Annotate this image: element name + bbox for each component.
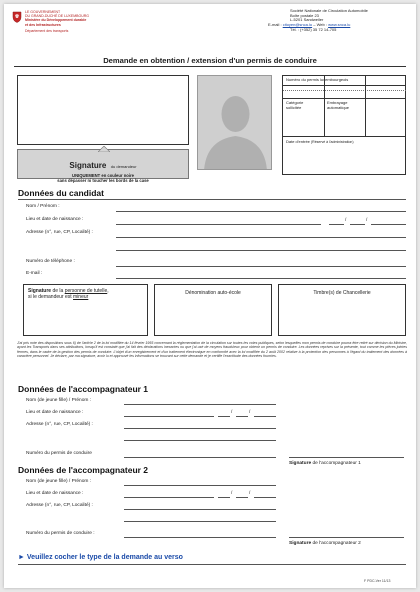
web-link[interactable]: www.snca.lu [328, 21, 351, 27]
gov-line-2: DU GRAND-DUCHÉ DE LUXEMBOURG [25, 14, 89, 19]
category-label [286, 101, 303, 110]
entry-date-label [286, 140, 354, 145]
gov-line-5: Département des transports [25, 28, 69, 33]
candidat-address-field-1[interactable] [116, 237, 406, 238]
accomp1-address-label: Adresse (n°, rue, CP, Localité) : [26, 422, 93, 427]
chancellery-stamp-label: Timbre(s) de Chancellerie [313, 290, 371, 296]
signature-title: Signature [69, 161, 107, 170]
accomp2-address-label: Adresse (n°, rue, CP, Localité) : [26, 503, 93, 508]
accomp2-signature-label [289, 541, 361, 546]
date-separator: / [231, 491, 233, 496]
embrayage-label-text: Embrayage [327, 100, 348, 105]
category-label-text: Catégorie [286, 100, 304, 105]
date-separator: / [249, 410, 251, 415]
snca-contact: E-mail : citoyen@snca.lu – Web : www.snca.lu [268, 21, 351, 27]
accomp1-birth-month-field[interactable] [236, 416, 248, 417]
signature-title-suffix: du demandeur [110, 164, 137, 169]
candidat-birth-place-field[interactable] [116, 224, 321, 225]
admin-rule-1 [283, 85, 406, 86]
entry-date-text: Date d'entrée [286, 139, 310, 144]
guardian-sig-mineur: mineur [73, 294, 89, 300]
accomp2-address-field-1[interactable] [124, 509, 276, 510]
person-silhouette-icon [198, 76, 272, 170]
accomp2-name-field[interactable] [124, 485, 276, 486]
form-reference: F PDC-Ver 11/13 [364, 579, 391, 583]
accomp1-sig-bold: Signature [289, 461, 312, 466]
chancellery-stamp-box[interactable] [278, 284, 406, 336]
accomp2-sig-rest: de l'accompagnateur 2 [312, 541, 361, 546]
accomp1-sig-rest: de l'accompagnateur 1 [312, 461, 361, 466]
snca-city: L-5201 Sandweiler [290, 17, 324, 23]
government-header [25, 10, 105, 33]
embrayage-label [327, 101, 349, 110]
candidat-address-label: Adresse (n°, rue, CP, Localité) : [26, 230, 93, 235]
signature-instruction-1: UNIQUEMENT en couleur noire [72, 173, 134, 178]
driving-school-label: Dénomination auto-école [185, 290, 241, 296]
guardian-signature-box[interactable] [23, 284, 148, 336]
candidat-email-field[interactable] [116, 278, 406, 279]
candidat-birth-label: Lieu et date de naissance : [26, 217, 84, 222]
email-link[interactable]: citoyen@snca.lu [282, 21, 313, 27]
title-rule [14, 66, 406, 67]
accomp1-birth-label: Lieu et date de naissance : [26, 410, 84, 415]
snca-tel: Tél. : (+352) 35 72 14-705 [290, 26, 337, 32]
candidat-birth-year-field[interactable] [371, 224, 406, 225]
accomp2-sig-bold: Signature [289, 541, 312, 546]
candidat-section-title: Données du candidat [18, 188, 104, 198]
signature-box[interactable] [17, 75, 189, 145]
accomp2-section-title: Données de l'accompagnateur 2 [18, 465, 149, 475]
accomp2-signature-field[interactable] [289, 537, 404, 538]
guardian-sig-si: si le demandeur est [28, 294, 72, 300]
accomp1-address-field-2[interactable] [124, 440, 276, 441]
candidat-name-label: Nom / Prénom : [26, 204, 60, 209]
accomp1-permit-label: Numéro du permis de conduire [26, 451, 92, 456]
accomp1-name-field[interactable] [124, 404, 276, 405]
accomp2-address-field-2[interactable] [124, 521, 276, 522]
candidat-name-field[interactable] [116, 211, 406, 212]
candidat-phone-label: Numéro de téléphone : [26, 259, 75, 264]
form-page [4, 4, 416, 588]
admin-rule-dotted [283, 90, 406, 91]
footer-rule [18, 564, 406, 565]
candidat-birth-month-field[interactable] [350, 224, 365, 225]
candidat-birth-day-field[interactable] [329, 224, 344, 225]
candidat-email-label: E-mail : [26, 271, 43, 276]
admin-vrule-1 [324, 76, 325, 98]
candidat-phone-field[interactable] [116, 266, 406, 267]
accomp2-birth-day-field[interactable] [218, 497, 230, 498]
accomp2-birth-label: Lieu et date de naissance : [26, 491, 84, 496]
coat-of-arms-icon [12, 10, 22, 22]
admin-rule-2 [283, 98, 406, 99]
guardian-signature-label [28, 288, 146, 300]
accomp1-signature-field[interactable] [289, 457, 404, 458]
driving-school-box[interactable] [154, 284, 272, 336]
email-label: E-mail : [268, 21, 282, 27]
guardian-sig-de: de la [52, 288, 64, 294]
admin-vrule-2 [365, 76, 366, 98]
accomp1-section-title: Données de l'accompagnateur 1 [18, 384, 149, 394]
accomp1-birth-place-field[interactable] [124, 416, 214, 417]
date-separator: / [366, 218, 368, 223]
verso-note [18, 554, 183, 561]
guardian-sig-tutelle: personne de tutelle [64, 288, 108, 294]
legal-declaration: J'ai pris note des dispositions sous 6) de l'article 2 de la loi modifiée du 14 février 1955 concernant la réglementation de la circulation sur toutes les voies publiques, selon lesquelles mon permis de conduire pourra être retiré sur décision du Ministre, ayant les Transports dans ses attributions, lorsqu'il est constaté que j'ai fait des déclarations inexactes ou que j'ai usé de moyens frauduleux pour obtenir un permis de conduire. Les données reprises sur la présente, tout comme les pièces jointes fermes, dans le cadre de la gestion des permis de conduire. L'objet d'un enregistrement et d'un traitement électronique en conformité avec la loi modifiée du 2 août 2002 relative à la protection des personnes à l'égard du traitement des données à caractère personnel. Je déclare, par ma signature, avoir lu et approuvé les informations se trouvant sur cette demande et je certifie l'exactitude des données fournies. [17, 341, 407, 358]
date-separator: / [249, 491, 251, 496]
embrayage-sub-text: automatique [327, 104, 350, 110]
accomp2-birth-month-field[interactable] [236, 497, 248, 498]
photo-placeholder[interactable] [197, 75, 272, 170]
accomp2-permit-field[interactable] [124, 537, 276, 538]
form-title: Demande en obtention / extension d'un permis de conduire [103, 56, 317, 65]
admin-box [282, 75, 406, 175]
candidat-address-field-2[interactable] [116, 250, 406, 251]
accomp1-birth-year-field[interactable] [254, 416, 276, 417]
accomp1-address-field-1[interactable] [124, 428, 276, 429]
admin-rule-3 [283, 136, 406, 137]
accomp2-permit-label: Numéro du permis de conduire : [26, 531, 95, 536]
accomp1-signature-label [289, 461, 361, 466]
permit-number-label: Numéro du permis luxembourgeois [286, 77, 349, 82]
date-separator: / [345, 218, 347, 223]
accomp2-birth-year-field[interactable] [254, 497, 276, 498]
admin-vrule-4 [365, 98, 366, 136]
web-label: Web : [316, 21, 327, 27]
entry-date-note: (Réservé à l'administration) [311, 140, 354, 144]
guardian-sig-bold: Signature [28, 288, 52, 294]
admin-vrule-3 [324, 98, 325, 136]
verso-note-text: Veuillez cocher le type de la demande au verso [26, 554, 183, 561]
date-separator: / [231, 410, 233, 415]
gov-line-1: LE GOUVERNEMENT [25, 10, 61, 14]
accomp1-birth-day-field[interactable] [218, 416, 230, 417]
snca-name: Société Nationale de Circulation Automobile [290, 8, 368, 13]
signature-caption-bar [17, 149, 189, 183]
arrow-up-icon [98, 146, 110, 152]
gov-line-3: Ministère du Développement durable [25, 18, 87, 23]
signature-instruction-2: sans dépasser ni toucher les bords de la case [57, 178, 149, 183]
snca-po: Boîte postale 23 [290, 12, 319, 18]
category-sub-text: sollicitée [286, 104, 302, 110]
candidat-rule [18, 199, 406, 200]
triangle-right-icon: ► [18, 554, 25, 561]
accomp2-birth-place-field[interactable] [124, 497, 214, 498]
guardian-sig-comma: , [107, 288, 109, 294]
accomp1-permit-field[interactable] [124, 457, 276, 458]
accomp1-name-label: Nom (de jeune fille) / Prénom : [26, 398, 92, 403]
accomp2-name-label: Nom (de jeune fille) / Prénom : [26, 479, 92, 484]
gov-line-4: et des Infrastructures [25, 22, 61, 27]
